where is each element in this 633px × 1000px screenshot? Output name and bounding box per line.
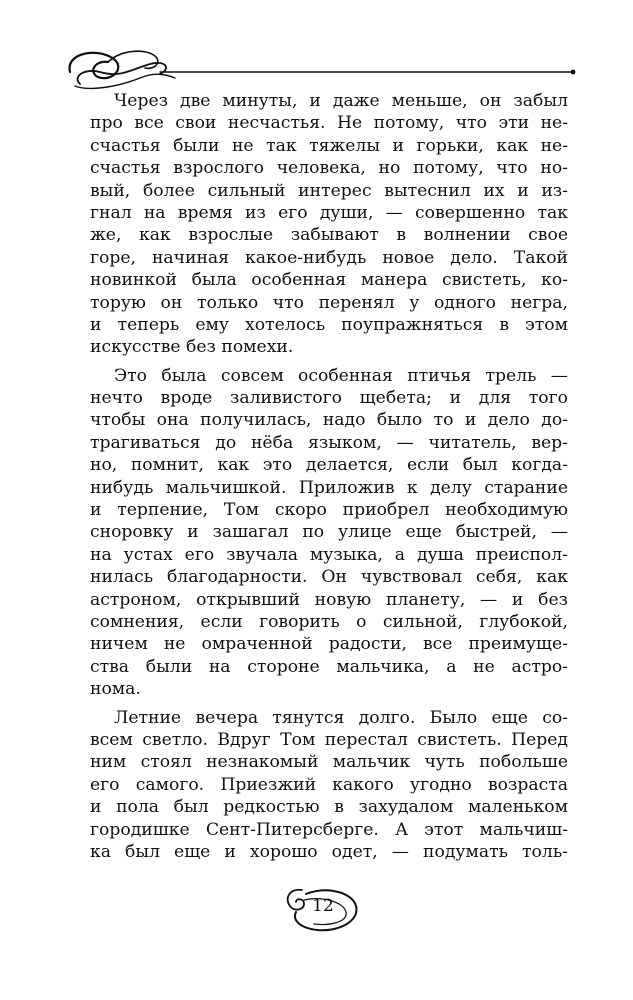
text-line: и терпение, Том скоро приобрел необходимую	[90, 500, 568, 521]
text-line: Летние вечера тянутся долго. Было еще со-	[114, 707, 568, 728]
text-line: счастья взрослого человека, но потому, что но-	[90, 158, 568, 179]
text-line: нибудь мальчишкой. Приложив к делу старание	[90, 477, 568, 498]
text-line: нилась благодарности. Он чувствовал себя, как	[90, 567, 568, 588]
text-line: ства были на стороне мальчика, а не астро-	[90, 656, 568, 677]
text-line: новинкой была особенная манера свистеть, ко-	[90, 270, 568, 291]
text-line: всем светло. Вдруг Том перестал свистеть. Перед	[90, 729, 568, 750]
text-line: городишке Сент-Питерсберге. А этот мальчиш-	[90, 819, 568, 840]
text-line: нечто вроде заливистого щебета; и для того	[90, 388, 568, 409]
text-line: и пола был редкостью в захудалом маленьком	[90, 797, 568, 818]
text-line: ничем не омраченной радости, все преимуще-	[90, 634, 568, 655]
text-line: чтобы она получилась, надо было то и дело до-	[90, 410, 568, 431]
text-line: счастья были не так тяжелы и горьки, как не-	[90, 135, 568, 156]
text-line: сомнения, если говорить о сильной, глубокой,	[90, 611, 568, 632]
text-line: ка был еще и хорошо одет, — подумать толь-	[90, 841, 568, 862]
text-line: но, помнит, как это делается, если был когда-	[90, 455, 568, 476]
text-line: вый, более сильный интерес вытеснил их и из-	[90, 180, 568, 201]
body-text	[90, 90, 568, 863]
text-line: торую он только что перенял у одного негра,	[90, 292, 568, 313]
text-line: и теперь ему хотелось поупражняться в этом	[90, 314, 568, 335]
text-line: искусстве без помехи.	[90, 337, 294, 358]
text-line: Через две минуты, и даже меньше, он забыл	[114, 91, 568, 111]
text-line: астроном, открывший новую планету, — и без	[90, 589, 568, 610]
text-line: гнал на время из его души, — совершенно так	[90, 202, 568, 223]
page-number: 12	[312, 896, 334, 916]
paragraph-1	[90, 90, 568, 359]
text-line: про все свои несчастья. Не потому, что эти не-	[90, 113, 568, 134]
text-line: сноровку и зашагал по улице еще быстрей, —	[90, 522, 568, 543]
text-line: его самого. Приезжий какого угодно возраста	[90, 774, 568, 795]
text-line: горе, начиная какое-нибудь новое дело. Такой	[90, 247, 568, 268]
text-line: на устах его звучала музыка, а душа преиспол-	[90, 544, 568, 565]
text-line: ним стоял незнакомый мальчик чуть побольше	[90, 752, 568, 773]
text-line: же, как взрослые забывают в волнении свое	[90, 225, 568, 246]
text-line: трагиваться до нёба языком, — читатель, вер-	[90, 432, 568, 453]
paragraph-3	[90, 707, 568, 864]
text-line: Это была совсем особенная птичья трель —	[114, 365, 568, 386]
text-line: нома.	[90, 679, 141, 700]
paragraph-2	[90, 365, 568, 701]
